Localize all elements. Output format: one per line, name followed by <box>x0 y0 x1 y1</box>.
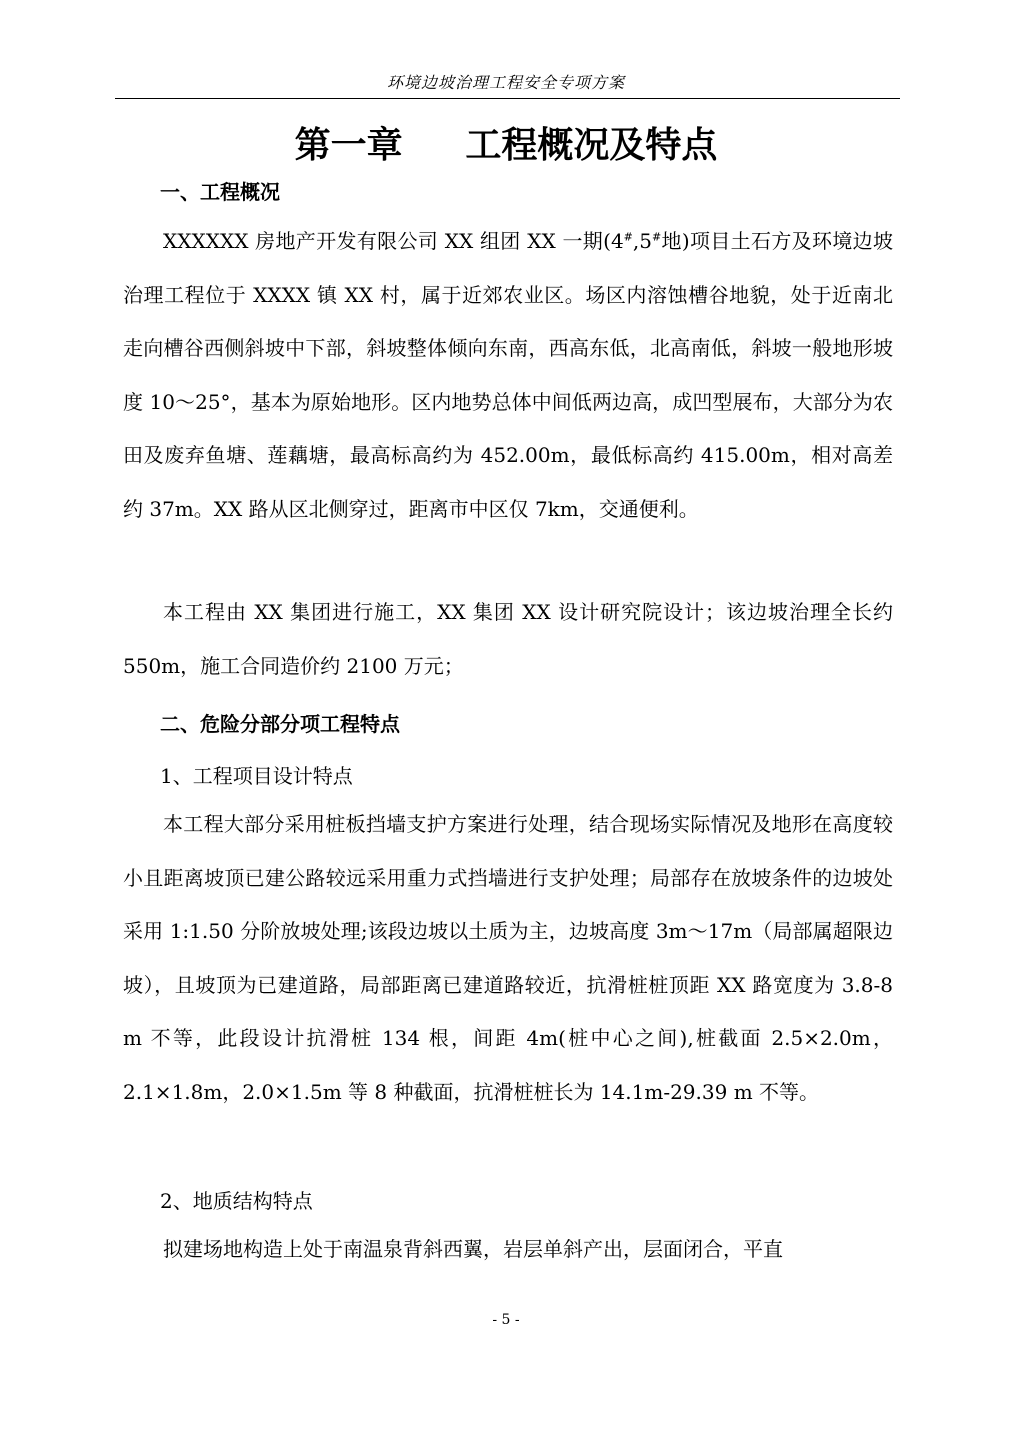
overview-paragraph-2: 本工程由 XX 集团进行施工，XX 集团 XX 设计研究院设计；该边坡治理全长约 550m，施工合同造价约 2100 万元； <box>123 600 893 678</box>
section-heading-overview: 一、工程概况 <box>160 180 280 204</box>
header-rule <box>115 98 900 99</box>
hash-superscript-2: # <box>651 230 662 244</box>
subheading-geology-features: 2、地质结构特点 <box>160 1189 313 1213</box>
running-header: 环境边坡治理工程安全专项方案 <box>386 73 625 92</box>
design-features-paragraph: 本工程大部分采用桩板挡墙支护方案进行处理，结合现场实际情况及地形在高度较小且距离坡顶已建公路较远采用重力式挡墙进行支护处理；局部存在放坡条件的边坡处采用 1:1.50 分阶放坡处理;该段边坡以土质为主，边坡高度 3m～17m（局部属超限边坡），且坡顶为已建道路，局部距离已建道路较近，抗滑桩桩顶距 XX 路宽度为 3.8-8 m 不等，此段设计抗滑桩 134 根，间距 4m(桩中心之间),桩截面 2.5×2.0m，2.1×1.8m，2.0×1.5m 等 8 种截面，抗滑桩桩长为 14.1m-29.39 m 不等。 <box>123 812 893 1104</box>
subheading-design-features: 1、工程项目设计特点 <box>160 764 353 788</box>
overview-text-part-3: 地)项目土石方及环境边坡治理工程位于 XXXX 镇 XX 村，属于近郊农业区。场区内溶蚀槽谷地貌，处于近南北走向槽谷西侧斜坡中下部，斜坡整体倾向东南，西高东低，北高南低，斜坡一般地形坡度 10～25°，基本为原始地形。区内地势总体中间低两边高，成凹型展布，大部分为农田及废弃鱼塘、莲藕塘，最高标高约为 452.00m，最低标高约 415.00m，相对高差约 37m。XX 路从区北侧穿过，距离市中区仅 7km，交通便利。 <box>123 229 893 521</box>
section-heading-hazard: 二、危险分部分项工程特点 <box>160 712 400 736</box>
overview-text-part-1: XXXXXX 房地产开发有限公司 XX 组团 XX 一期(4 <box>163 229 624 253</box>
overview-text-part-2: ,5 <box>632 229 652 253</box>
overview-paragraph-1 <box>123 215 893 536</box>
chapter-title: 第一章 工程概况及特点 <box>294 125 718 166</box>
page-number: - 5 - <box>492 1312 520 1328</box>
geology-features-paragraph: 拟建场地构造上处于南温泉背斜西翼，岩层单斜产出，层面闭合，平直 <box>163 1237 783 1261</box>
hash-superscript-1: # <box>623 230 633 244</box>
